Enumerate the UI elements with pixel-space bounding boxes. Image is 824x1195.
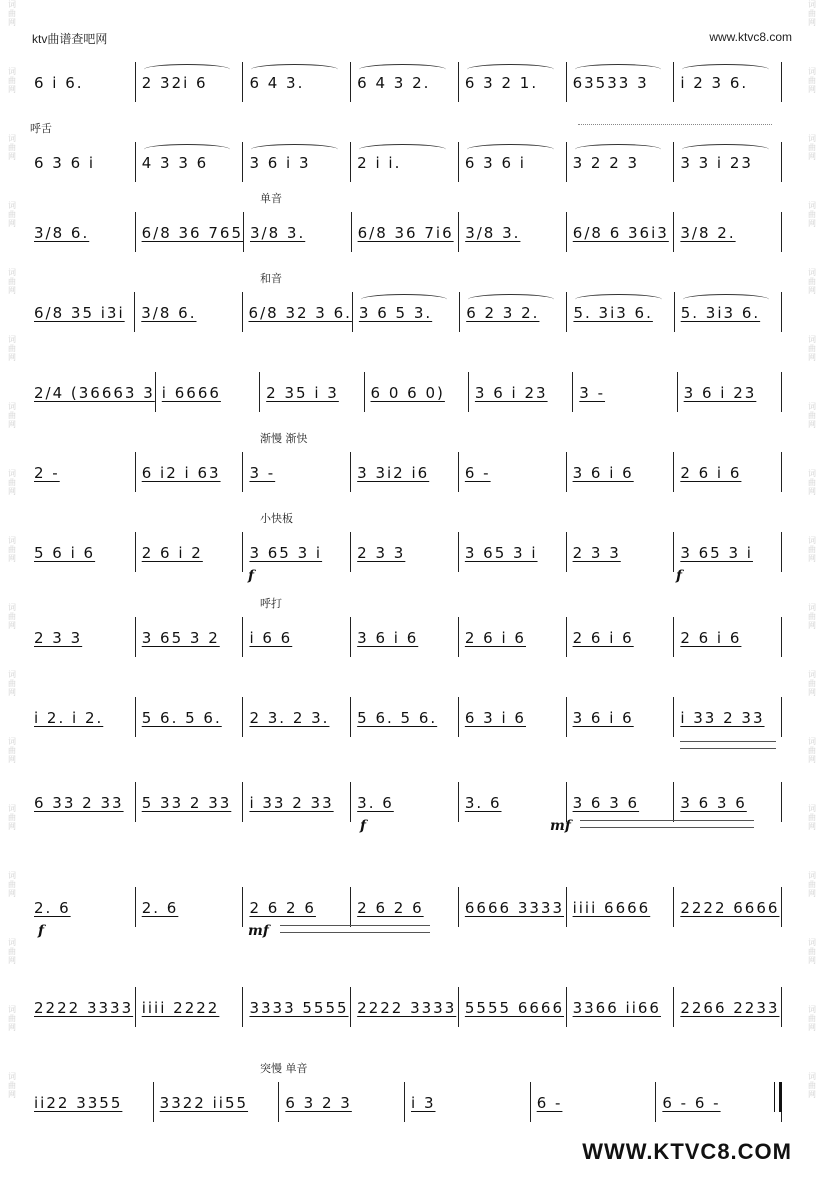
notation-text: i 2. i 2.: [34, 709, 104, 727]
watermark-text: 词 曲 网: [808, 1072, 816, 1099]
measure: [364, 372, 468, 412]
measure: [572, 372, 676, 412]
notation-text: 6 0 6 0): [370, 384, 445, 402]
notation-text: 2 6 i 6: [572, 629, 634, 647]
notation-text: 3 2 2 3: [572, 154, 640, 172]
notation-text: 3 6 i 23: [683, 384, 757, 402]
measure: [566, 212, 674, 252]
measure-group: [30, 292, 782, 332]
measure: [30, 142, 135, 182]
notation-text: 6/8 32 3 6.: [248, 304, 352, 322]
hairpin-mark: [680, 741, 776, 749]
measure: [135, 532, 243, 572]
notation-text: 3 65 3 i: [464, 544, 538, 562]
measure: [566, 987, 674, 1027]
watermark-text: 词 曲 网: [8, 201, 16, 228]
notation-text: ii22 3355: [34, 1094, 123, 1112]
notation-text: 3 6 i 23: [474, 384, 548, 402]
footer-brand[interactable]: [582, 1139, 792, 1165]
watermark-text: 词 曲 网: [808, 871, 816, 898]
measure: [673, 782, 782, 822]
measure: [458, 987, 566, 1027]
measure: [350, 782, 458, 822]
notation-text: 3 6 3 6: [680, 794, 747, 812]
measure: [135, 987, 243, 1027]
notation-text: 6 i2 i 63: [141, 464, 221, 482]
score-row: [30, 40, 782, 104]
measure: [259, 372, 363, 412]
notation-text: 3 6 i 3: [249, 154, 311, 172]
notation-text: 6 3 6 i: [34, 154, 96, 172]
watermark-column-left: [4, 0, 20, 1195]
score-row: [30, 270, 782, 334]
notation-text: i 2 3 6.: [680, 74, 749, 92]
performance-mark: 呼打: [260, 597, 282, 610]
notation-text: 6/8 36 765: [141, 224, 243, 242]
score-row: [30, 510, 782, 584]
notation-text: 3333 5555: [249, 999, 349, 1017]
notation-text: 6/8 35 i3i: [34, 304, 125, 322]
hairpin-mark: [580, 820, 754, 828]
measure: [242, 532, 350, 572]
notation-text: i 33 2 33: [249, 794, 334, 812]
score-row: [30, 965, 782, 1029]
measure: [30, 887, 135, 927]
watermark-text: 词 曲 网: [8, 0, 16, 27]
notation-text: 2 6 i 6: [680, 464, 742, 482]
notation-text: 2 6 2 6: [249, 899, 316, 917]
notation-text: 3 -: [249, 464, 276, 482]
notation-text: 6 - 6 -: [662, 1094, 721, 1112]
watermark-text: 词 曲 网: [8, 603, 16, 630]
notation-text: 2 35 i 3: [266, 384, 339, 402]
measure: [135, 142, 243, 182]
notation-text: 2 6 i 6: [680, 629, 742, 647]
measure-group: [30, 532, 782, 572]
notation-text: 5 6 i 6: [34, 544, 96, 562]
notation-text: 6 3 2 3: [285, 1094, 352, 1112]
notation-text: 2 -: [34, 464, 60, 482]
score-row: [30, 190, 782, 254]
measure: [530, 1082, 656, 1122]
measure: [566, 532, 674, 572]
watermark-text: 词 曲 网: [8, 134, 16, 161]
performance-mark: 单音: [260, 192, 282, 205]
notation-text: 3366 ii66: [572, 999, 661, 1017]
watermark-text: 词 曲 网: [8, 469, 16, 496]
measure: [350, 452, 458, 492]
measure: [134, 292, 241, 332]
measure: [135, 617, 243, 657]
measure: [242, 292, 352, 332]
measure: [468, 372, 572, 412]
performance-mark: 渐慢 渐快: [260, 432, 308, 445]
watermark-text: 词 曲 网: [8, 871, 16, 898]
notation-text: 3/8 3.: [250, 224, 306, 242]
dynamic-mark: f: [676, 568, 683, 584]
measure: [30, 987, 135, 1027]
notation-text: 6 i 6.: [34, 74, 84, 92]
measure: [135, 697, 243, 737]
measure: [673, 142, 782, 182]
notation-text: 3. 6: [357, 794, 394, 812]
measure: [458, 697, 566, 737]
measure: [458, 212, 566, 252]
measure: [673, 697, 782, 737]
measure: [458, 782, 566, 822]
measure: [566, 292, 673, 332]
measure: [242, 782, 350, 822]
measure-group: [30, 617, 782, 657]
measure: [155, 372, 259, 412]
notation-text: 3 3i2 i6: [357, 464, 430, 482]
watermark-text: 词 曲 网: [808, 670, 816, 697]
notation-text: 6 33 2 33: [34, 794, 124, 812]
measure-group: [30, 62, 782, 102]
notation-text: 2 3. 2 3.: [249, 709, 330, 727]
measure: [242, 617, 350, 657]
footer-brand-text: WWW.KTVC8.COM: [582, 1139, 792, 1164]
measure: [674, 292, 782, 332]
measure: [566, 62, 674, 102]
measure: [566, 782, 674, 822]
measure: [135, 62, 243, 102]
measure: [30, 617, 135, 657]
measure-group: [30, 782, 782, 822]
watermark-text: 词 曲 网: [808, 938, 816, 965]
watermark-text: 词 曲 网: [8, 335, 16, 362]
measure: [459, 292, 566, 332]
measure: [673, 212, 782, 252]
score-row: [30, 430, 782, 494]
watermark-text: 词 曲 网: [808, 469, 816, 496]
measure-group: [30, 372, 782, 412]
measure-group: [30, 452, 782, 492]
notation-text: 3/8 3.: [465, 224, 521, 242]
measure-group: [30, 142, 782, 182]
score-row: [30, 595, 782, 659]
measure: [30, 452, 135, 492]
notation-text: 6 3 6 i: [464, 154, 526, 172]
measure: [566, 452, 674, 492]
measure: [458, 142, 566, 182]
watermark-text: 词 曲 网: [8, 536, 16, 563]
score-row: [30, 120, 782, 184]
notation-text: 3 65 3 2: [141, 629, 220, 647]
watermark-text: 词 曲 网: [808, 134, 816, 161]
final-barline: [774, 1082, 782, 1112]
notation-text: 6/8 36 7i6: [357, 224, 454, 242]
measure: [30, 1082, 153, 1122]
measure: [458, 617, 566, 657]
notation-text: 4 3 3 6: [141, 154, 209, 172]
notation-text: 5 6. 5 6.: [141, 709, 222, 727]
notation-text: 6 3 2 1.: [464, 74, 539, 92]
measure: [242, 142, 350, 182]
measure: [350, 987, 458, 1027]
notation-text: 3. 6: [464, 794, 502, 812]
measure: [350, 142, 458, 182]
measure: [135, 212, 243, 252]
notation-text: 2 6 i 6: [464, 629, 526, 647]
watermark-text: 词 曲 网: [808, 804, 816, 831]
measure: [350, 532, 458, 572]
hairpin-mark: [280, 925, 430, 933]
watermark-text: 词 曲 网: [8, 670, 16, 697]
measure: [135, 887, 243, 927]
notation-text: 2 i i.: [357, 154, 402, 172]
measure: [352, 292, 459, 332]
notation-text: 2222 3333: [34, 999, 134, 1017]
watermark-text: 词 曲 网: [808, 603, 816, 630]
notation-text: 3322 ii55: [159, 1094, 249, 1112]
notation-text: 5555 6666: [464, 999, 564, 1017]
notation-text: iiii 6666: [572, 899, 651, 917]
measure: [458, 452, 566, 492]
measure: [458, 887, 566, 927]
watermark-text: 词 曲 网: [8, 268, 16, 295]
notation-text: 6 -: [536, 1094, 563, 1112]
measure-group: [30, 697, 782, 737]
notation-text: 2 3 3: [357, 544, 406, 562]
notation-text: iiii 2222: [141, 999, 220, 1017]
score-row: [30, 1060, 782, 1124]
notation-text: 3 65 3 i: [249, 544, 323, 562]
notation-text: 5. 3i3 6.: [680, 304, 761, 322]
measure: [30, 212, 135, 252]
dynamic-mark: f: [248, 568, 255, 584]
notation-text: 3 6 i 6: [572, 464, 634, 482]
notation-text: 6666 3333: [464, 899, 564, 917]
measure: [673, 452, 782, 492]
watermark-text: 词 曲 网: [8, 402, 16, 429]
watermark-text: 词 曲 网: [808, 402, 816, 429]
notation-text: 3 6 i 6: [357, 629, 419, 647]
measure: [673, 887, 782, 927]
notation-text: 6/8 6 36i3: [572, 224, 669, 242]
watermark-text: 词 曲 网: [808, 0, 816, 27]
dynamic-mark: f: [360, 818, 367, 834]
measure: [673, 987, 782, 1027]
watermark-text: 词 曲 网: [808, 201, 816, 228]
notation-text: 3 -: [579, 384, 606, 402]
measure: [673, 617, 782, 657]
score-row: [30, 350, 782, 414]
notation-text: 5 33 2 33: [141, 794, 232, 812]
measure-group: [30, 212, 782, 252]
notation-text: 6 3 i 6: [464, 709, 526, 727]
watermark-text: 词 曲 网: [8, 1072, 16, 1099]
measure: [135, 782, 243, 822]
dynamic-mark: mf: [550, 818, 571, 834]
notation-text: 2222 3333: [357, 999, 457, 1017]
notation-text: 5. 3i3 6.: [573, 304, 653, 322]
watermark-text: 词 曲 网: [8, 804, 16, 831]
measure: [566, 617, 674, 657]
watermark-text: 词 曲 网: [8, 737, 16, 764]
measure: [350, 62, 458, 102]
measure: [677, 372, 782, 412]
measure: [30, 782, 135, 822]
notation-text: 63533 3: [572, 74, 649, 92]
watermark-text: 词 曲 网: [808, 1005, 816, 1032]
watermark-column-right: [804, 0, 820, 1195]
notation-text: 3 6 5 3.: [358, 304, 433, 322]
site-title: ktv曲谱查吧网: [32, 32, 108, 46]
performance-mark: 呼舌: [30, 122, 52, 135]
notation-text: i 6 6: [249, 629, 293, 647]
notation-text: 3/8 2.: [680, 224, 736, 242]
measure: [566, 697, 674, 737]
score-row: [30, 760, 782, 834]
watermark-text: 词 曲 网: [8, 938, 16, 965]
measure: [350, 617, 458, 657]
measure: [153, 1082, 279, 1122]
watermark-text: 词 曲 网: [808, 268, 816, 295]
measure: [655, 1082, 782, 1122]
performance-mark: 突慢 单音: [260, 1062, 308, 1075]
dynamic-mark: mf: [248, 923, 269, 939]
notation-text: 6 -: [464, 464, 491, 482]
measure: [673, 62, 782, 102]
measure: [404, 1082, 530, 1122]
measure: [30, 697, 135, 737]
measure: [242, 697, 350, 737]
notation-text: 3 6 i 6: [572, 709, 634, 727]
performance-mark: 和音: [260, 272, 282, 285]
measure: [673, 532, 782, 572]
performance-mark: 小快板: [260, 512, 293, 525]
notation-text: i 6666: [161, 384, 221, 402]
notation-text: 2. 6: [141, 899, 179, 917]
watermark-text: 词 曲 网: [808, 335, 816, 362]
measure: [458, 62, 566, 102]
measure: [566, 142, 674, 182]
notation-text: 3/8 6.: [34, 224, 90, 242]
measure: [242, 452, 350, 492]
notation-text: 3 65 3 i: [680, 544, 753, 562]
measure: [350, 697, 458, 737]
score-row: [30, 865, 782, 939]
measure-group: [30, 887, 782, 927]
measure: [458, 532, 566, 572]
measure-group: [30, 1082, 782, 1122]
measure: [30, 532, 135, 572]
measure: [30, 292, 134, 332]
measure: [135, 452, 243, 492]
measure: [242, 987, 350, 1027]
notation-text: 2 32i 6: [141, 74, 208, 92]
notation-text: 6 2 3 2.: [466, 304, 540, 322]
notation-text: 3 6 3 6: [572, 794, 640, 812]
measure: [350, 887, 458, 927]
notation-text: 2/4 (36663 3: [34, 384, 155, 402]
watermark-text: 词 曲 网: [808, 536, 816, 563]
watermark-text: 词 曲 网: [808, 737, 816, 764]
measure: [351, 212, 459, 252]
score-row: [30, 675, 782, 739]
measure: [30, 372, 155, 412]
notation-text: 6 4 3.: [249, 74, 305, 92]
notation-text: 3 3 i 23: [680, 154, 753, 172]
notation-text: 2 6 2 6: [357, 899, 424, 917]
site-url[interactable]: www.ktvc8.com: [709, 30, 792, 44]
measure: [243, 212, 351, 252]
notation-text: i 3: [411, 1094, 436, 1112]
measure: [242, 62, 350, 102]
notation-text: 5 6. 5 6.: [357, 709, 438, 727]
notation-text: 2222 6666: [680, 899, 780, 917]
notation-text: 2 6 i 2: [141, 544, 203, 562]
notation-text: 2 3 3: [572, 544, 621, 562]
watermark-text: 词 曲 网: [8, 67, 16, 94]
measure: [242, 887, 350, 927]
watermark-text: 词 曲 网: [8, 1005, 16, 1032]
notation-text: 2. 6: [34, 899, 71, 917]
measure-group: [30, 987, 782, 1027]
notation-text: 2 3 3: [34, 629, 83, 647]
notation-text: 6 4 3 2.: [357, 74, 431, 92]
measure: [30, 62, 135, 102]
notation-text: 3/8 6.: [141, 304, 197, 322]
watermark-text: 词 曲 网: [808, 67, 816, 94]
notation-text: i 33 2 33: [680, 709, 765, 727]
notation-text: 2266 2233: [680, 999, 780, 1017]
measure: [566, 887, 674, 927]
measure: [278, 1082, 404, 1122]
dynamic-mark: f: [38, 923, 45, 939]
